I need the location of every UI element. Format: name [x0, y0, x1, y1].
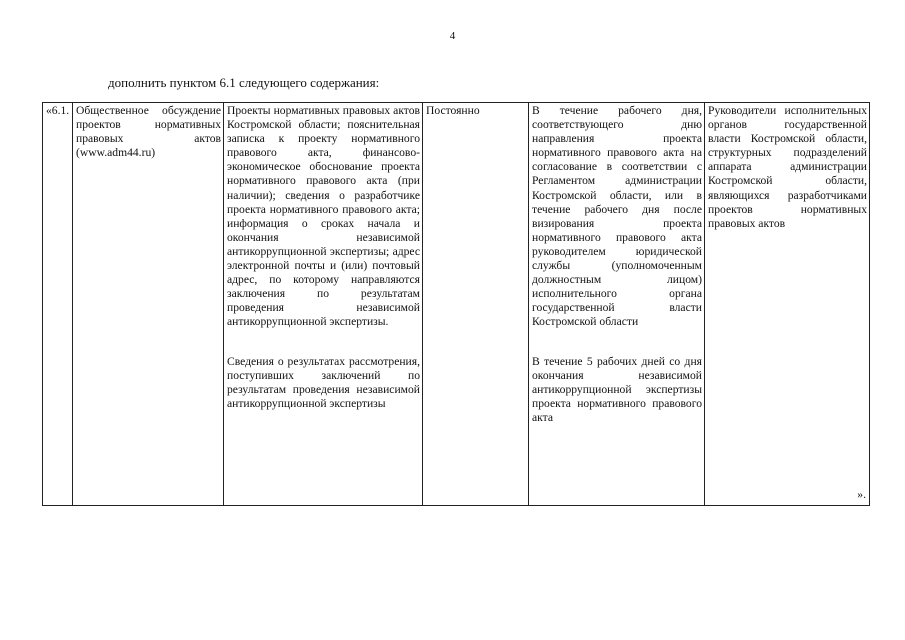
- period-text: Постоянно: [426, 104, 480, 117]
- documents-cell: [224, 103, 423, 506]
- documents-results-text: Сведения о результатах рассмотрения, поступивших заключений по результатам проведения независимой антикоррупционной экспертизы: [227, 354, 420, 410]
- item-number: «6.1.: [46, 104, 70, 117]
- page-number: 4: [449, 30, 456, 42]
- period-cell: [423, 103, 529, 506]
- deadline-text: В течение рабочего дня, соответствующего дню направления проекта нормативного правового акта на согласование в соответствии с Регламентом администрации Костромской области, или в течение рабочего дня после визирования проекта нормативного правового акта руководителем юридической службы (уполномоченным должностным лицом) исполнительного органа государственной власти Костромской области: [532, 104, 702, 329]
- responsible-cell: [705, 103, 870, 506]
- documents-text: Проекты нормативных правовых актов Костромской области; пояснительная записка к проекту нормативного правового акта, финансово-экономическое обоснование проекта нормативного правового акта (при наличии); сведения о разработчике проекта нормативного правового акта; информация о сроках начала и окончания независимой антикоррупционной экспертизы; адрес электронной почты и (или) почтовый адрес, по которому направляются заключения по результатам проведения независимой антикоррупционной экспертизы.: [227, 104, 420, 329]
- intro-text: дополнить пунктом 6.1 следующего содержания:: [108, 75, 380, 90]
- responsible-text: Руководители исполнительных органов государственной власти Костромской области, структурных подразделений аппарата администрации Костромской области, являющихся разработчиками проектов нормативных правовых актов: [708, 104, 867, 230]
- table-row: [43, 103, 870, 506]
- event-name: Общественное обсуждение проектов нормативных правовых актов (www.adm44.ru): [76, 104, 221, 160]
- regulation-table: [42, 102, 870, 506]
- deadline-cell: [529, 103, 705, 506]
- event-name-cell: [73, 103, 224, 506]
- deadline-results-text: В течение 5 рабочих дней со дня окончания независимой антикоррупционной экспертизы проекта нормативного правового акта: [532, 354, 702, 424]
- item-number-cell: [43, 103, 73, 506]
- closing-quote: ».: [857, 487, 866, 501]
